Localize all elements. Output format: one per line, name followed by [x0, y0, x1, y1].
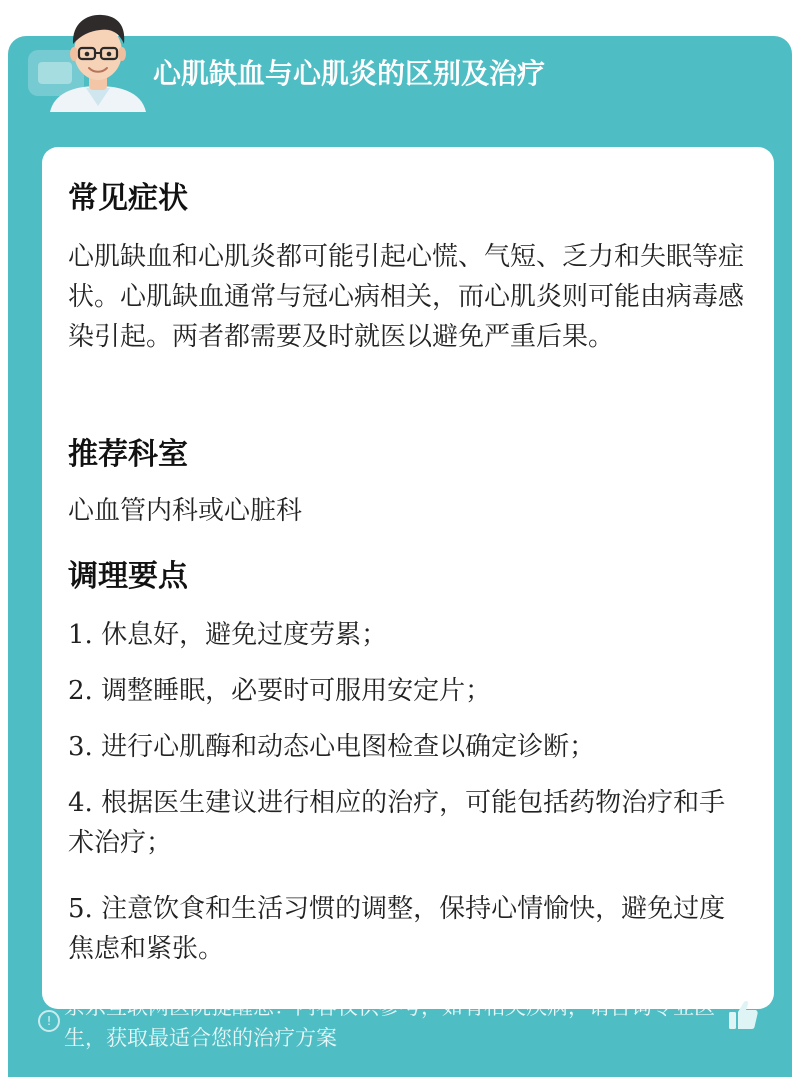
doctor-avatar [48, 8, 148, 112]
symptoms-text: 心肌缺血和心肌炎都可能引起心慌、气短、乏力和失眠等症状。心肌缺血通常与冠心病相关，而心肌炎则可能由病毒感染引起。两者都需要及时就医以避免严重后果。 [68, 242, 745, 352]
section-title-care: 调理要点 [68, 559, 188, 594]
info-icon: ! [38, 1010, 60, 1032]
care-item-number: 4. [68, 788, 93, 818]
section-title-symptoms: 常见症状 [68, 181, 188, 216]
section-title-department: 推荐科室 [68, 437, 188, 472]
care-item-text: 注意饮食和生活习惯的调整，保持心情愉快，避免过度焦虑和紧张。 [68, 894, 726, 964]
care-item-number: 2. [68, 676, 93, 706]
care-item-text: 根据医生建议进行相应的治疗，可能包括药物治疗和手术治疗； [68, 788, 726, 858]
content-card [42, 147, 774, 1009]
care-item-number: 3. [68, 732, 93, 762]
thumbs-up-icon[interactable] [726, 998, 760, 1032]
article-frame [8, 36, 792, 1077]
disclaimer-text: 京东互联网医院提醒您：内容仅供参考，如有相关疾病，请咨询专业医生，获取最适合您的治疗方案 [64, 995, 715, 1050]
care-item-text: 休息好，避免过度劳累； [101, 620, 388, 650]
care-item-4 [68, 783, 748, 863]
care-item-5 [68, 889, 748, 969]
care-item-2 [68, 671, 748, 711]
care-item-3 [68, 727, 748, 767]
page-title: 心肌缺血与心肌炎的区别及治疗 [153, 57, 546, 90]
department-text: 心血管内科或心脏科 [68, 496, 303, 526]
care-item-text: 调整睡眠，必要时可服用安定片； [101, 676, 492, 706]
care-item-number: 1. [68, 620, 93, 650]
care-item-text: 进行心肌酶和动态心电图检查以确定诊断； [101, 732, 596, 762]
care-item-1 [68, 615, 748, 655]
care-item-number: 5. [68, 894, 93, 924]
